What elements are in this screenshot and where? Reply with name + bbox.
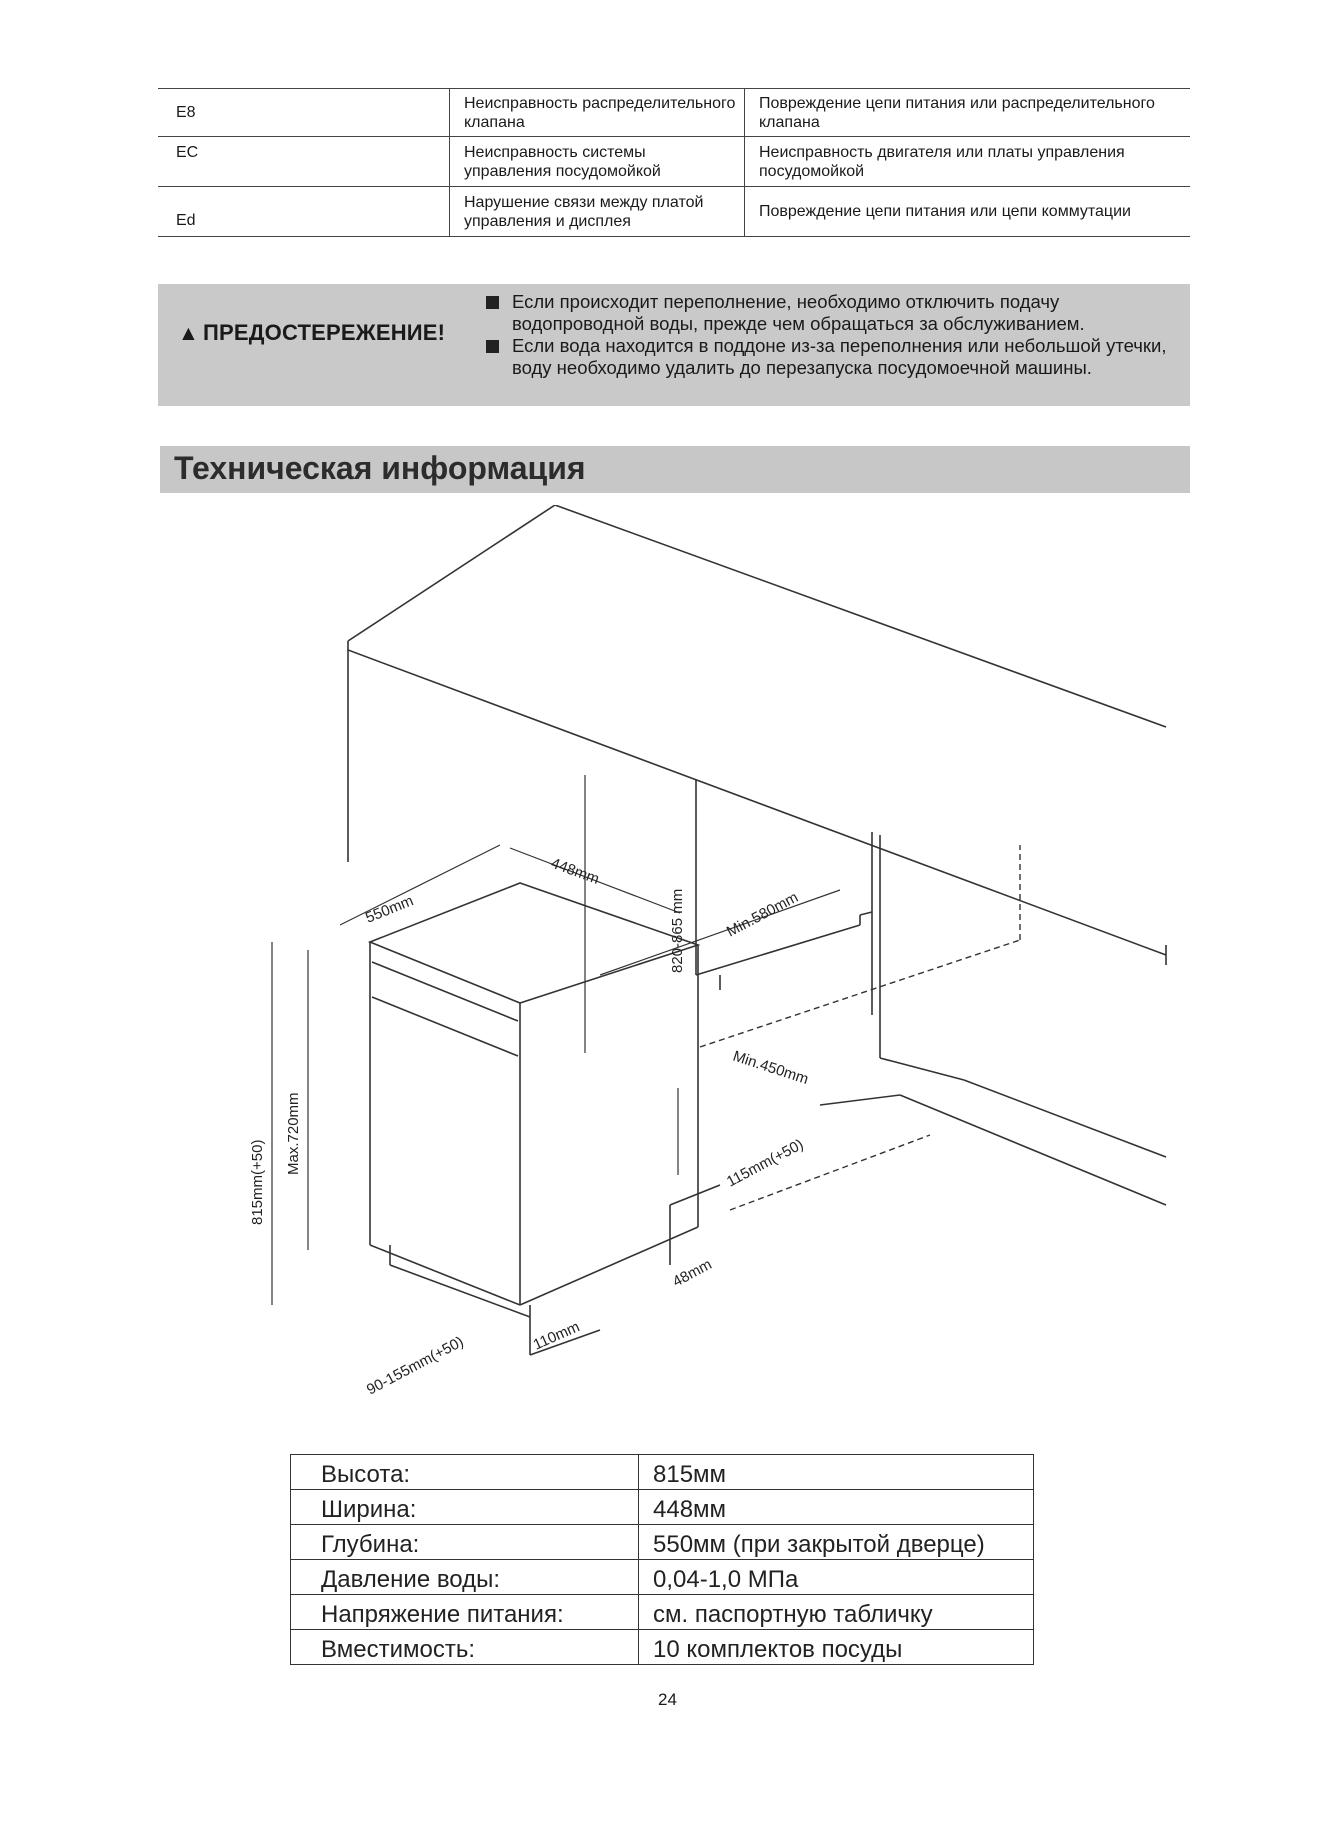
spec-value: 0,04-1,0 МПа	[639, 1560, 1034, 1595]
spec-label: Глубина:	[291, 1525, 639, 1560]
warning-item: Если вода находится в поддоне из-за переполнения или небольшой утечки, воду необходимо удалить до перезапуска посудомоечной машины.	[486, 335, 1176, 379]
page-number: 24	[658, 1690, 677, 1709]
dim-toe: 90-155mm(+50)	[363, 1333, 467, 1399]
dim-plinth-depth: 48mm	[669, 1255, 715, 1291]
dim-bottom: 110mm	[530, 1318, 583, 1354]
spec-value: см. паспортную табличку	[639, 1595, 1034, 1630]
warning-triangle-icon: ▲	[178, 322, 199, 345]
error-code-table	[158, 88, 1190, 237]
table-row	[291, 1595, 1034, 1630]
installation-diagram	[200, 505, 1170, 1425]
warning-box	[158, 284, 1190, 406]
error-cause: Неисправность двигателя или платы управления посудомойкой	[745, 137, 1191, 187]
dim-height: 815mm(+50)	[249, 1139, 266, 1225]
error-code: E8	[176, 104, 196, 121]
warning-list	[486, 291, 1176, 379]
dim-min-width: Min.450mm	[730, 1047, 811, 1089]
spec-label: Напряжение питания:	[291, 1595, 639, 1630]
table-row	[291, 1630, 1034, 1665]
table-row	[158, 137, 1190, 187]
dim-plinth: 115mm(+50)	[723, 1135, 807, 1191]
dim-min-depth: Min.580mm	[723, 888, 802, 941]
error-cause: Повреждение цепи питания или цепи коммутации	[745, 187, 1191, 237]
specs-table	[290, 1454, 1034, 1665]
error-cause: Повреждение цепи питания или распределительного клапана	[745, 89, 1191, 137]
dim-width: 448mm	[548, 854, 602, 888]
spec-label: Ширина:	[291, 1490, 639, 1525]
bullet-square-icon	[486, 296, 499, 309]
dim-max-door: Max.720mm	[285, 1092, 302, 1175]
table-row	[158, 89, 1190, 137]
table-row	[291, 1525, 1034, 1560]
error-fault: Неисправность системы управления посудомойкой	[450, 137, 745, 187]
warning-item: Если происходит переполнение, необходимо отключить подачу водопроводной воды, прежде чем обращаться за обслуживанием.	[486, 291, 1176, 335]
bullet-square-icon	[486, 340, 499, 353]
spec-label: Высота:	[291, 1455, 639, 1490]
error-fault: Нарушение связи между платой управления и дисплея	[450, 187, 745, 237]
section-heading: Техническая информация	[160, 446, 1190, 493]
dim-depth: 550mm	[363, 892, 416, 927]
spec-label: Давление воды:	[291, 1560, 639, 1595]
spec-value: 550мм (при закрытой дверце)	[639, 1525, 1034, 1560]
table-row	[291, 1490, 1034, 1525]
table-row	[158, 187, 1190, 237]
error-code: EC	[176, 144, 199, 161]
error-fault: Неисправность распределительного клапана	[450, 89, 745, 137]
spec-value: 448мм	[639, 1490, 1034, 1525]
dim-cabinet-height: 820-865 mm	[669, 888, 686, 973]
warning-title: ▲ ПРЕДОСТЕРЕЖЕНИЕ!	[178, 320, 446, 345]
spec-label: Вместимость:	[291, 1630, 639, 1665]
table-row	[291, 1560, 1034, 1595]
spec-value: 10 комплектов посуды	[639, 1630, 1034, 1665]
error-code: Ed	[176, 212, 196, 229]
spec-value: 815мм	[639, 1455, 1034, 1490]
table-row	[291, 1455, 1034, 1490]
